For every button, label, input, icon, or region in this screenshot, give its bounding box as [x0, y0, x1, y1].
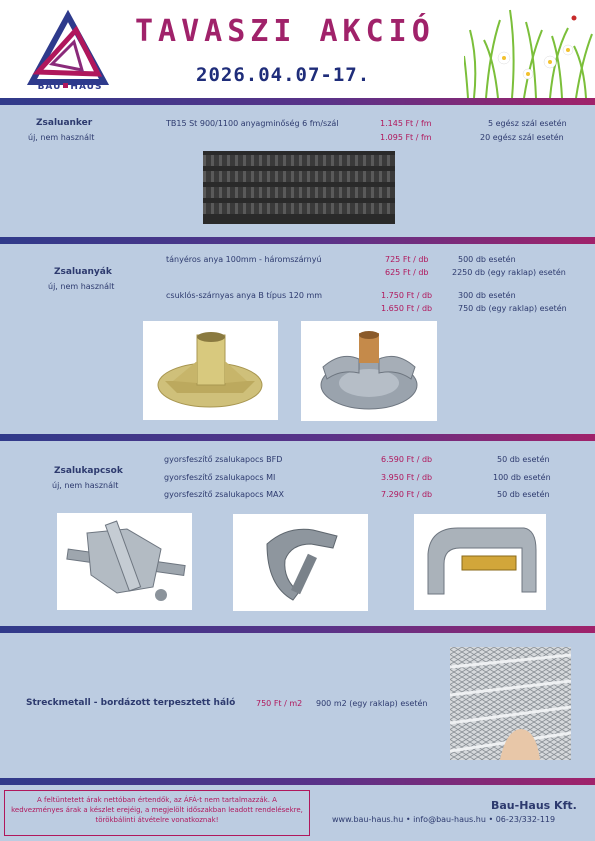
- expanded-mesh-image: [450, 647, 571, 760]
- kapocs-item-1-condition: 50 db esetén: [497, 455, 550, 464]
- anker-price-1: 1.145 Ft / fm: [380, 119, 432, 128]
- kapocs-subtitle: új, nem használt: [52, 481, 119, 490]
- promo-date: 2026.04.07-17.: [196, 64, 371, 86]
- kapocs-item-2-desc: gyorsfeszítő zsalukapocs MI: [164, 473, 276, 482]
- anya-item-1-condition-1: 500 db esetén: [458, 255, 516, 264]
- footer-disclaimer: A feltüntetett árak nettóban értendők, az ÁFÁ-t nem tartalmazzák. A kedvezményes árak a készlet erejéig, a megjelölt időszakban leadott rendelésekre, törökbálinti átvételre vonatkoznak!: [4, 790, 310, 836]
- kapocs-item-1-desc: gyorsfeszítő zsalukapocs BFD: [164, 455, 283, 464]
- streck-condition: 900 m2 (egy raklap) esetén: [316, 699, 428, 708]
- anker-price-2: 1.095 Ft / fm: [380, 133, 432, 142]
- anker-subtitle: új, nem használt: [28, 133, 95, 142]
- kapocs-item-3-condition: 50 db esetén: [497, 490, 550, 499]
- anya-item-2-condition-2: 750 db (egy raklap) esetén: [458, 304, 567, 313]
- anya-item-2-desc: csuklós-szárnyas anya B típus 120 mm: [166, 291, 323, 300]
- anker-condition-1: 5 egész szál esetén: [488, 119, 567, 128]
- anya-item-2-price-1: 1.750 Ft / db: [381, 291, 433, 300]
- kapocs-item-3-price: 7.290 Ft / db: [381, 490, 433, 499]
- anya-item-2-condition-1: 300 db esetén: [458, 291, 516, 300]
- anya-item-1-price-2: 625 Ft / db: [385, 268, 429, 277]
- clamp-max-image: [414, 514, 546, 610]
- anker-rods-image: [203, 151, 395, 224]
- kapocs-item-3-desc: gyorsfeszítő zsalukapocs MAX: [164, 490, 284, 499]
- grass-flowers-icon: [464, 0, 595, 98]
- page-title: TAVASZI AKCIÓ: [135, 14, 435, 49]
- anya-item-1-desc: tányéros anya 100mm - háromszárnyú: [166, 255, 322, 264]
- divider-bar: [0, 626, 595, 633]
- plate-nut-image: [143, 321, 278, 420]
- kapocs-item-1-price: 6.590 Ft / db: [381, 455, 433, 464]
- streck-price: 750 Ft / m2: [256, 699, 303, 708]
- anya-title: Zsaluanyák: [54, 267, 112, 277]
- kapocs-title: Zsalukapcsok: [54, 466, 123, 476]
- divider-bar: [0, 434, 595, 441]
- clamp-mi-image: [233, 514, 368, 611]
- anya-item-2-price-2: 1.650 Ft / db: [381, 304, 433, 313]
- anya-item-1-condition-2: 2250 db (egy raklap) esetén: [452, 268, 566, 277]
- company-contact: www.bau-haus.hu • info@bau-haus.hu • 06-23/332-119: [332, 815, 556, 824]
- brand-text: BAU HAUS: [37, 82, 103, 92]
- anya-item-1-price-1: 725 Ft / db: [385, 255, 429, 264]
- wing-nut-image: [301, 321, 437, 421]
- streck-title: Streckmetall - bordázott terpesztett háló: [26, 698, 236, 708]
- divider-bar: [0, 237, 595, 244]
- anker-title: Zsaluanker: [36, 118, 93, 128]
- anya-subtitle: új, nem használt: [48, 282, 115, 291]
- divider-bar: [0, 778, 595, 785]
- anker-condition-2: 20 egész szál esetén: [480, 133, 564, 142]
- anker-desc: TB15 St 900/1100 anyagminőség 6 fm/szál: [166, 119, 339, 128]
- clamp-bfd-image: [57, 513, 192, 610]
- header: [0, 0, 595, 98]
- kapocs-item-2-price: 3.950 Ft / db: [381, 473, 433, 482]
- kapocs-item-2-condition: 100 db esetén: [493, 473, 551, 482]
- divider-bar: [0, 98, 595, 105]
- company-name: Bau-Haus Kft.: [491, 799, 577, 812]
